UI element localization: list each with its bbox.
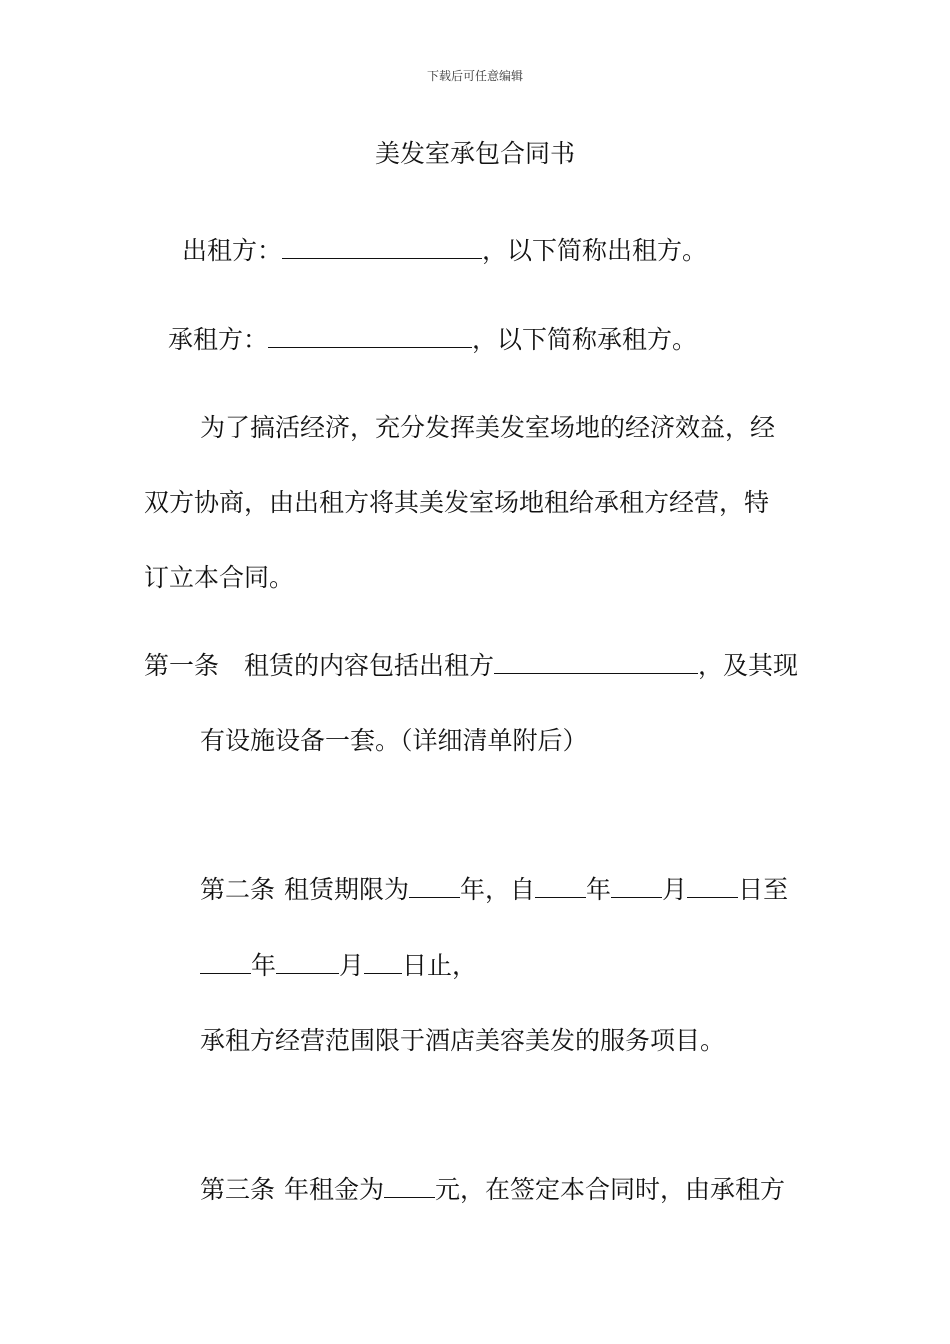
lessee-label: 承租方： [168,325,269,354]
article-1-text-b: ，及其现 [698,651,799,680]
end-day-blank[interactable] [364,951,402,974]
preamble-line-1: 为了搞活经济，充分发挥美发室场地的经济效益，经 [200,413,776,442]
article-2-end-month-label: 月 [339,951,365,980]
lessor-line [182,234,707,268]
article-2-month-label: 月 [662,875,688,904]
term-years-blank[interactable] [409,875,460,898]
lessee-suffix: ，以下简称承租方。 [472,325,698,354]
article-2-from-label: 年，自 [460,875,536,904]
lessor-label: 出租方： [182,236,283,265]
article-2-end-label: 日止， [402,951,478,980]
end-year-blank[interactable] [200,951,251,974]
article-3-rent-label: 年租金为 [284,1175,385,1204]
article-2-end-year-label: 年 [251,951,277,980]
article-3-line-1 [200,1173,785,1207]
article-2-line-3: 承租方经营范围限于酒店美容美发的服务项目。 [200,1026,726,1055]
article-2-to-label: 日至 [738,875,789,904]
lessor-suffix: ，以下简称出租方。 [482,236,708,265]
article-2-term-label: 租赁期限为 [284,875,410,904]
annual-rent-blank[interactable] [384,1175,435,1198]
lessor-blank[interactable] [282,236,482,259]
preamble-line-2: 双方协商，由出租方将其美发室场地租给承租方经营，特 [144,488,770,517]
article-2-line-1 [200,873,788,907]
lessee-line [168,323,697,357]
article-3-number: 第三条 [200,1175,276,1204]
article-1-number: 第一条 [144,651,220,680]
start-month-blank[interactable] [611,875,662,898]
preamble-line-3: 订立本合同。 [144,563,295,592]
header-note: 下载后可任意编辑 [426,69,523,83]
article-2-year-label: 年 [586,875,612,904]
article-1-text-a: 租赁的内容包括出租方 [244,651,495,680]
article-1-line-1 [144,649,798,683]
lessee-blank[interactable] [268,325,472,348]
article-3-text: 元，在签定本合同时，由承租方 [435,1175,786,1204]
article-2-line-2 [200,949,477,983]
article-2-number: 第二条 [200,875,276,904]
article-1-blank[interactable] [494,651,698,674]
start-year-blank[interactable] [535,875,586,898]
start-day-blank[interactable] [687,875,738,898]
article-1-line-2: 有设施设备一套。（详细清单附后） [200,726,588,755]
document-title: 美发室承包合同书 [374,139,575,168]
end-month-blank[interactable] [276,951,339,974]
